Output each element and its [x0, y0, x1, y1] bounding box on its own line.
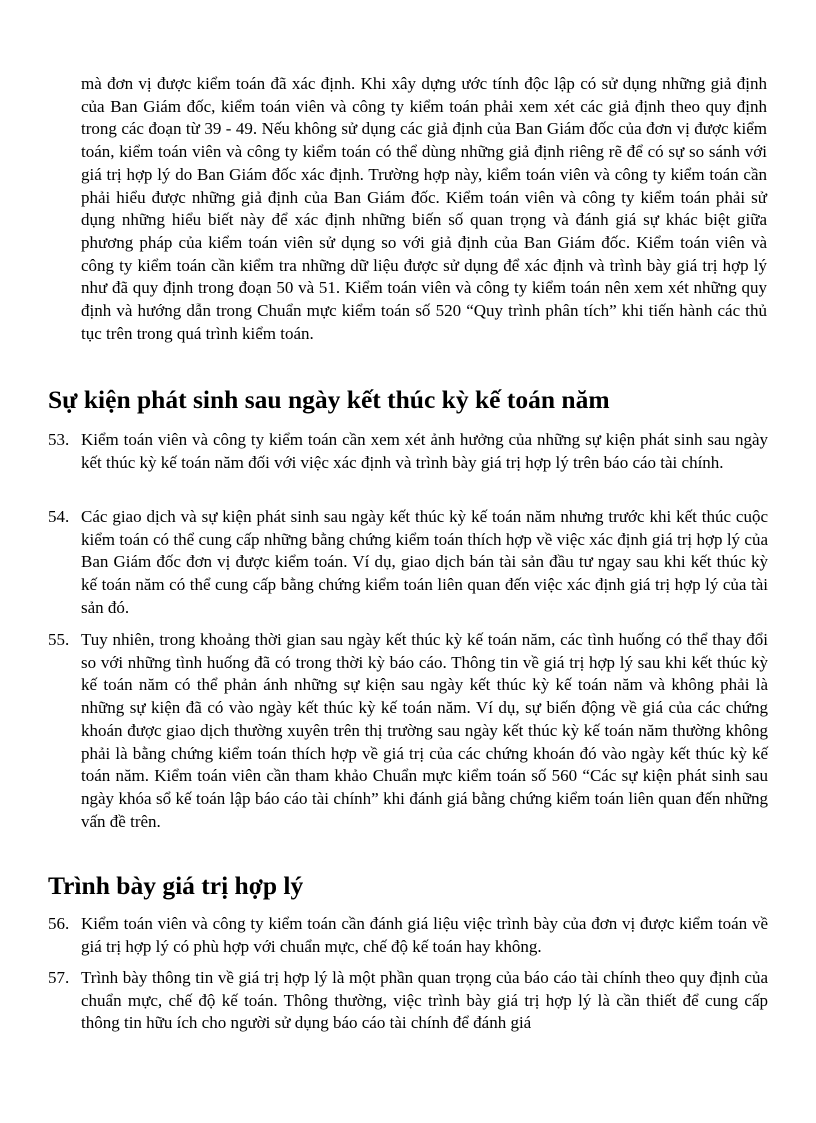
paragraph-text: Tuy nhiên, trong khoảng thời gian sau ngày kết thúc kỳ kế toán năm, các tình huống có thể thay đổi so với những tình huống đã có trong thời kỳ báo cáo. Thông tin về giá trị hợp lý sau khi kết thúc kỳ kế toán năm có thể phản ánh những sự kiện sau ngày kết thúc kỳ kế toán năm và không phải là những sự kiện đã có vào ngày kết thúc kỳ kế toán năm. Ví dụ, sự biến động về giá của các chứng khoán được giao dịch thường xuyên trên thị trường sau ngày kết thúc kỳ kế toán năm thường không phải là bằng chứng kiểm toán thích hợp về giá trị của các chứng khoán đó vào ngày kết thúc kỳ kế toán năm. Kiểm toán viên cần tham khảo Chuẩn mực kiểm toán số 560 “Các sự kiện phát sinh sau ngày khóa sổ kế toán lập báo cáo tài chính” khi đánh giá bằng chứng kiểm toán liên quan đến những vấn đề trên. [81, 630, 768, 831]
intro-paragraph: mà đơn vị được kiểm toán đã xác định. Khi xây dựng ước tính độc lập có sử dụng những giả định của Ban Giám đốc, kiểm toán viên và công ty kiểm toán phải xem xét các giả định theo quy định trong các đoạn từ 39 - 49. Nếu không sử dụng các giả định của Ban Giám đốc của đơn vị được kiểm toán, kiểm toán viên và công ty kiểm toán có thể dùng những giả định riêng rẽ để có sự so sánh với giá trị hợp lý do Ban Giám đốc xác định. Trường hợp này, kiểm toán viên và công ty kiểm toán cần phải hiểu được những giả định của Ban Giám đốc. Kiểm toán viên và công ty kiểm toán phải sử dụng những hiểu biết này để xác định những biến số quan trọng và đánh giá sự khác biệt giữa phương pháp của kiểm toán viên sử dụng so với giả định của Ban Giám đốc. Kiểm toán viên và công ty kiểm toán cần kiểm tra những dữ liệu được sử dụng để xác định và trình bày giá trị hợp lý như đã quy định trong đoạn 50 và 51. Kiểm toán viên và công ty kiểm toán nên xem xét những quy định và hướng dẫn trong Chuẩn mực kiểm toán số 520 “Quy trình phân tích” khi tiến hành các thủ tục trên trong quá trình kiểm toán. [81, 74, 767, 343]
section-heading-fair-value-presentation: Trình bày giá trị hợp lý [48, 871, 304, 900]
paragraph-number: 55. [48, 630, 70, 649]
paragraph-57 [48, 967, 768, 1035]
section-heading-subsequent-events: Sự kiện phát sinh sau ngày kết thúc kỳ kế toán năm [48, 385, 610, 414]
paragraph-number: 56. [48, 914, 70, 933]
paragraph-56 [48, 913, 768, 958]
paragraph-number: 53. [48, 430, 70, 449]
paragraph-55 [48, 629, 768, 833]
paragraph-54 [48, 506, 768, 620]
paragraph-text: Trình bày thông tin về giá trị hợp lý là một phần quan trọng của báo cáo tài chính theo quy định của chuẩn mực, chế độ kế toán. Thông thường, việc trình bày giá trị hợp lý là cần thiết để cung cấp thông tin hữu ích cho người sử dụng báo cáo tài chính để đánh giá [81, 968, 768, 1033]
paragraph-text: Kiểm toán viên và công ty kiểm toán cần đánh giá liệu việc trình bày của đơn vị được kiểm toán về giá trị hợp lý có phù hợp với chuẩn mực, chế độ kế toán hay không. [81, 914, 768, 956]
paragraph-text: Kiểm toán viên và công ty kiểm toán cần xem xét ảnh hưởng của những sự kiện phát sinh sau ngày kết thúc kỳ kế toán năm đối với việc xác định và trình bày giá trị hợp lý trên báo cáo tài chính. [81, 430, 768, 472]
paragraph-text: Các giao dịch và sự kiện phát sinh sau ngày kết thúc kỳ kế toán năm nhưng trước khi kết thúc cuộc kiểm toán có thể cung cấp những bằng chứng kiểm toán thích hợp về việc xác định giá trị hợp lý của Ban Giám đốc đơn vị được kiểm toán. Ví dụ, giao dịch bán tài sản đầu tư ngay sau khi kết thúc kỳ kế toán năm có thể cung cấp bằng chứng kiểm toán liên quan đến việc xác định giá trị hợp lý của tài sản đó. [81, 507, 768, 617]
paragraph-53 [48, 429, 768, 474]
paragraph-number: 54. [48, 507, 70, 526]
paragraph-number: 57. [48, 968, 70, 987]
